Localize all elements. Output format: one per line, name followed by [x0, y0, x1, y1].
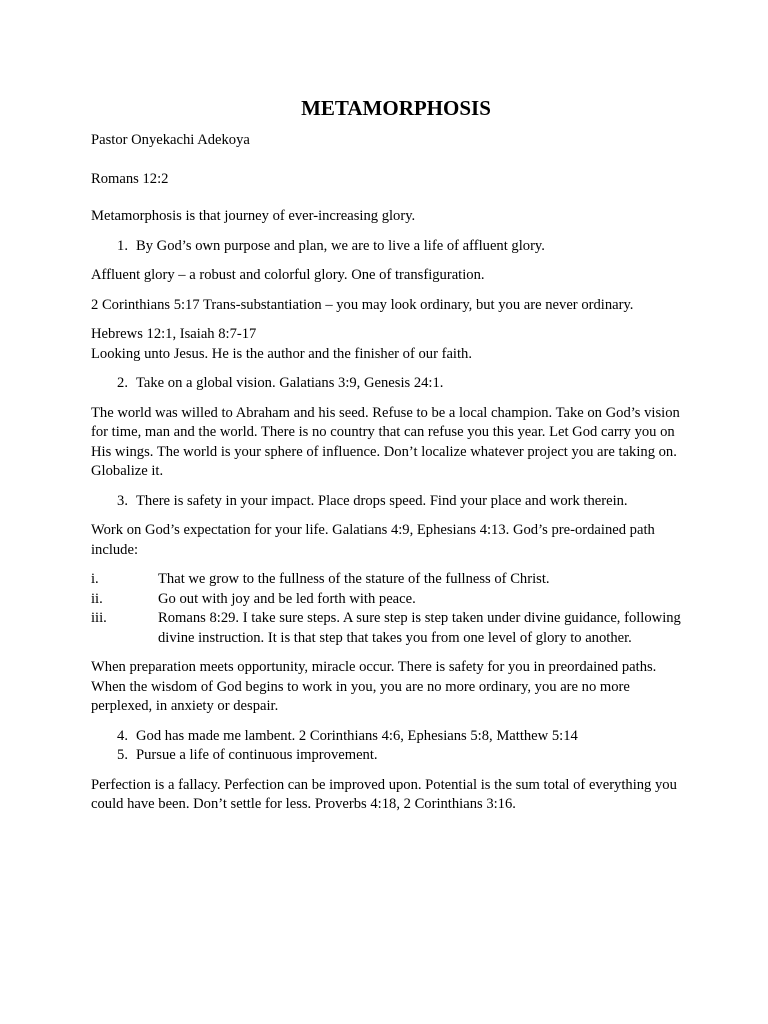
- sublist-item: [91, 609, 687, 648]
- sublist-item: [91, 570, 687, 590]
- author-line: Pastor Onyekachi Adekoya: [91, 132, 250, 148]
- intro-paragraph: Metamorphosis is that journey of ever-increasing glory.: [91, 208, 416, 224]
- sublist-number: iii.: [91, 610, 107, 626]
- sublist-item: [91, 590, 687, 610]
- list-text: Pursue a life of continuous improvement.: [136, 747, 378, 763]
- sublist-number: ii.: [91, 590, 103, 607]
- list-text: God has made me lambent. 2 Corinthians 4:6, Ephesians 5:8, Matthew 5:14: [136, 727, 578, 744]
- scripture-reference: Romans 12:2: [91, 170, 169, 187]
- list-item: [91, 746, 687, 766]
- sublist-text: That we grow to the fullness of the stature of the fullness of Christ.: [158, 571, 550, 587]
- paragraph-preparation: When preparation meets opportunity, miracle occur. There is safety for you in preordained paths. When the wisdom of God begins to work in you, you are no more ordinary, you are no more perplexed, in anxiety or despair.: [91, 659, 657, 714]
- sublist-text: Romans 8:29. I take sure steps. A sure step is step taken under divine guidance, following divine instruction. It is that step that takes you from one level of glory to another.: [158, 610, 681, 646]
- paragraph-hebrews-text: Looking unto Jesus. He is the author and the finisher of our faith.: [91, 345, 472, 362]
- list-text: Take on a global vision. Galatians 3:9, Genesis 24:1.: [136, 375, 444, 391]
- paragraph-perfection: Perfection is a fallacy. Perfection can be improved upon. Potential is the sum total of everything you could have been. Don’t settle for less. Proverbs 4:18, 2 Corinthians 3:16.: [91, 776, 677, 812]
- paragraph-affluent: Affluent glory – a robust and colorful glory. One of transfiguration.: [91, 267, 485, 283]
- paragraph-corinthians: 2 Corinthians 5:17 Trans-substantiation – you may look ordinary, but you are never ordinary.: [91, 296, 634, 313]
- list-number: 3.: [117, 492, 128, 509]
- list-number: 1.: [117, 237, 128, 254]
- sublist-number: i.: [91, 571, 99, 587]
- list-text: By God’s own purpose and plan, we are to live a life of affluent glory.: [136, 237, 545, 254]
- paragraph-world: The world was willed to Abraham and his seed. Refuse to be a local champion. Take on God’s vision for time, man and the world. There is no country that can refuse you this year. Let God carry you on His wings. The world is your sphere of influence. Don’t localize whatever project you are taking on. Globalize it.: [91, 404, 680, 479]
- list-item: [91, 374, 687, 394]
- document-body: [91, 94, 687, 815]
- list-text: There is safety in your impact. Place drops speed. Find your place and work therein.: [136, 492, 628, 509]
- list-item: [91, 727, 687, 747]
- paragraph-expectation: Work on God’s expectation for your life. Galatians 4:9, Ephesians 4:13. God’s pre-ordained path include:: [91, 522, 655, 558]
- paragraph-hebrews-ref: Hebrews 12:1, Isaiah 8:7-17: [91, 326, 257, 342]
- document-title: METAMORPHOSIS: [301, 96, 491, 120]
- sublist-text: Go out with joy and be led forth with peace.: [158, 590, 416, 607]
- list-number: 5.: [117, 747, 128, 763]
- list-number: 2.: [117, 375, 128, 391]
- list-number: 4.: [117, 727, 128, 744]
- list-item: [91, 492, 687, 512]
- list-item: [91, 237, 687, 257]
